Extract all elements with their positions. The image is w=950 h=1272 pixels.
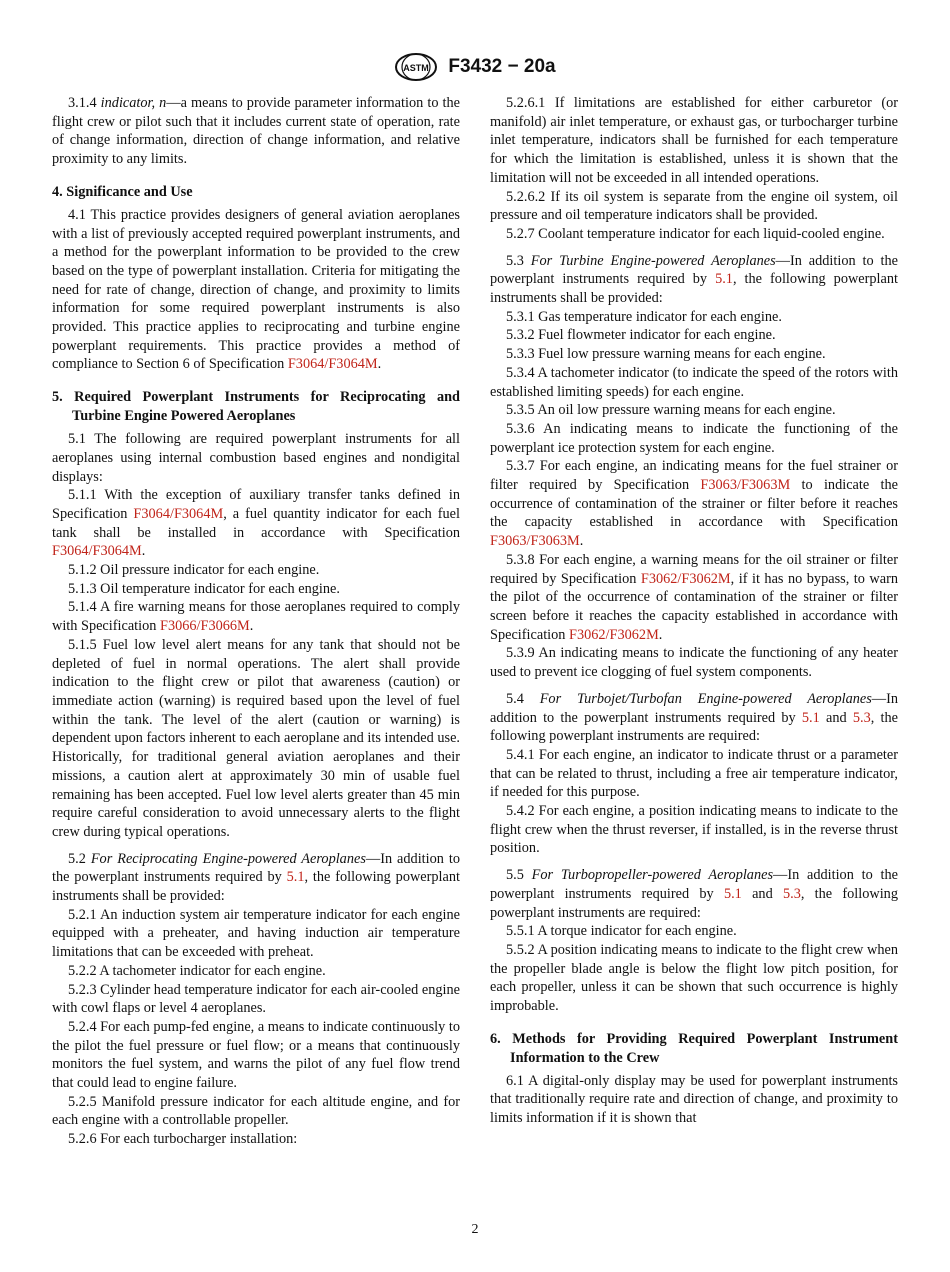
- text-run: 5.4.1 For each engine, an indicator to indicate thrust or a parameter that can be related to thrust, including a free air temperature indicator, if needed for this purpose.: [490, 746, 898, 801]
- text-run: 5. Required Powerplant Instruments for Reciprocating and Turbine Engine Powered Aeroplanes: [52, 389, 460, 425]
- text-run: —a means to provide parameter information to the flight crew or pilot such that it includes current state of operation, rate of change information, direction of change information, and relative proximity to any limits.: [52, 95, 460, 168]
- paragraph: [490, 308, 898, 327]
- italic-term: indicator, n: [100, 95, 167, 111]
- paragraph: [490, 644, 898, 681]
- text-run: 5.3.5 An oil low pressure warning means for each engine.: [506, 402, 836, 419]
- reference-link[interactable]: 5.3: [782, 885, 801, 902]
- paragraph: [52, 1018, 460, 1093]
- text-run: 5.3.8 For each engine, a warning means for the oil strainer or filter required by Specification: [490, 551, 898, 587]
- text-run: 5.1 The following are required powerplant instruments for all aeroplanes using internal combustion based engines and nondigital displays:: [52, 431, 460, 485]
- section-heading: [52, 388, 460, 426]
- text-run: .: [579, 533, 584, 550]
- text-run: 5.4: [506, 690, 540, 707]
- text-run: 5.5: [506, 867, 532, 884]
- reference-link[interactable]: 5.1: [715, 271, 733, 288]
- right-column: [490, 94, 898, 1128]
- text-run: 5.2.6.2 If its oil system is separate from the engine oil system, oil pressure and oil temperature indicators shall be provided.: [490, 188, 898, 224]
- text-run: .: [249, 618, 254, 635]
- page-header: [0, 52, 950, 82]
- paragraph: [490, 802, 898, 858]
- text-run: 5.2.3 Cylinder head temperature indicator for each air-cooled engine with cowl flaps or level 4 aeroplanes.: [52, 981, 460, 1017]
- paragraph: [490, 252, 898, 308]
- text-run: .: [377, 356, 382, 373]
- text-run: 5.5.1 A torque indicator for each engine.: [506, 923, 737, 940]
- text-run: 5.3: [506, 252, 531, 269]
- text-run: 5.3.9 An indicating means to indicate the functioning of any heater used to prevent ice clogging of fuel system components.: [490, 645, 898, 681]
- text-run: .: [658, 626, 663, 643]
- left-column: [52, 94, 460, 1149]
- paragraph: [490, 866, 898, 922]
- text-run: 6.1 A digital-only display may be used for powerplant instruments that traditionally require rate and direction of change, and proximity to limits information if it is shown that: [490, 1072, 898, 1127]
- paragraph: [52, 598, 460, 635]
- reference-link[interactable]: F3066/F3066M: [160, 618, 250, 635]
- text-run: , a fuel quantity indicator for each fuel tank shall be installed in accordance with Specification: [52, 505, 460, 541]
- paragraph: [490, 225, 898, 244]
- text-run: .: [141, 543, 146, 560]
- paragraph: [490, 551, 898, 645]
- reference-link[interactable]: F3063/F3063M: [700, 477, 791, 494]
- text-run: 5.1.3 Oil temperature indicator for each engine.: [68, 580, 340, 597]
- text-run: 5.3.3 Fuel low pressure warning means for each engine.: [506, 346, 826, 363]
- section-heading: [490, 1030, 898, 1068]
- paragraph: [52, 206, 460, 374]
- text-run: 5.2.5 Manifold pressure indicator for each altitude engine, and for each engine with a controllable propeller.: [52, 1093, 460, 1129]
- text-run: 5.3.4 A tachometer indicator (to indicate the speed of the rotors with established limiting speeds) for each engine.: [490, 364, 898, 400]
- text-run: , the following powerplant instruments shall be provided:: [490, 271, 898, 307]
- reference-link[interactable]: F3064/F3064M: [52, 543, 142, 560]
- reference-link[interactable]: F3064/F3064M: [287, 356, 378, 373]
- text-run: 5.2.4 For each pump-fed engine, a means to indicate continuously to the pilot the fuel pressure or fuel flow; or a means that continuously monitors the fuel system, and warns the pilot of any fuel flow trend that could lead to engine failure.: [52, 1018, 460, 1092]
- page-number: 2: [471, 1222, 479, 1237]
- paragraph: [52, 906, 460, 962]
- paragraph: [52, 580, 460, 599]
- text-run: 6. Methods for Providing Required Powerplant Instrument Information to the Crew: [490, 1030, 898, 1066]
- reference-link[interactable]: F3062/F3062M: [569, 626, 659, 643]
- text-run: —In addition to the powerplant instruments required by: [52, 850, 460, 886]
- reference-link[interactable]: 5.1: [723, 885, 742, 902]
- reference-link[interactable]: F3062/F3062M: [640, 570, 731, 587]
- text-run: —In addition to the powerplant instruments required by: [490, 252, 898, 288]
- section-heading: [52, 183, 460, 202]
- text-run: 5.4.2 For each engine, a position indicating means to indicate to the flight crew when the thrust reverser, if installed, is in the reverse thrust position.: [490, 803, 898, 857]
- paragraph: [490, 401, 898, 420]
- text-run: , the following powerplant instruments shall be provided:: [52, 869, 460, 905]
- reference-link[interactable]: 5.1: [286, 869, 305, 886]
- paragraph: [52, 981, 460, 1018]
- text-run: 5.1.2 Oil pressure indicator for each engine.: [68, 562, 320, 579]
- paragraph: [52, 1093, 460, 1130]
- reference-link[interactable]: F3063/F3063M: [490, 533, 580, 550]
- paragraph: [52, 430, 460, 486]
- text-run: and: [741, 885, 783, 902]
- text-run: 5.2.2 A tachometer indicator for each engine.: [68, 962, 326, 979]
- paragraph: [52, 850, 460, 906]
- text-run: 5.2.6 For each turbocharger installation:: [68, 1131, 298, 1148]
- text-run: —In addition to the powerplant instruments required by: [490, 690, 898, 726]
- text-run: 4.1 This practice provides designers of general aviation aeroplanes with a list of previously accepted required powerplant instruments, and a method for the powerplant information to be provided to the crew based on the type of powerplant installation. Criteria for mitigating the need for rate of change, direction of change, and proximity to limits information for some required powerplant instruments is also provided. This practice applies to reciprocating and turbine engine powerplant requirements. This practice provides a method of compliance to Section 6 of Specification: [52, 206, 460, 373]
- text-run: 3.1.4: [68, 95, 101, 111]
- paragraph: [490, 746, 898, 802]
- astm-logo-icon: [394, 52, 438, 82]
- text-run: 5.2.1 An induction system air temperature indicator for each engine equipped with a preheater, and having induction air temperature limitations that can be exceeded with preheat.: [52, 906, 460, 961]
- text-run: —In addition to the powerplant instruments required by: [490, 867, 898, 902]
- text-run: , if it has no bypass, to warn the pilot of the occurrence of contamination of the strainer or filter screen before it reaches the capacity established in accordance with Specification: [490, 570, 898, 643]
- text-run: 5.3.2 Fuel flowmeter indicator for each engine.: [506, 327, 776, 344]
- paragraph: [490, 364, 898, 401]
- text-run: 5.3.7 For each engine, an indicating means for the fuel strainer or filter required by Specification: [490, 458, 898, 494]
- paragraph: [52, 636, 460, 842]
- italic-term: For Turbine Engine-powered Aeroplanes: [530, 252, 776, 269]
- paragraph: [52, 1130, 460, 1149]
- text-run: 5.2.7 Coolant temperature indicator for each liquid-cooled engine.: [506, 225, 885, 242]
- paragraph: [52, 94, 460, 169]
- paragraph: [490, 690, 898, 746]
- text-run: , the following powerplant instruments are required:: [490, 709, 898, 745]
- text-run: 5.1.1 With the exception of auxiliary transfer tanks defined in Specification: [52, 487, 460, 522]
- paragraph: [52, 962, 460, 981]
- text-run: to indicate the occurrence of contamination of the strainer or filter before it reaches the capacity established in accordance with Specification: [490, 477, 898, 531]
- text-run: and: [819, 709, 853, 726]
- text-run: , the following powerplant instruments are required:: [490, 885, 898, 921]
- paragraph: [490, 1072, 898, 1128]
- reference-link[interactable]: F3064/F3064M: [133, 505, 224, 522]
- paragraph: [52, 561, 460, 580]
- text-run: 4. Significance and Use: [52, 183, 193, 200]
- text-run: 5.3.1 Gas temperature indicator for each engine.: [506, 308, 782, 325]
- text-run: 5.2: [68, 850, 91, 867]
- paragraph: [52, 486, 460, 561]
- italic-term: For Turbopropeller-powered Aeroplanes: [531, 867, 774, 884]
- paragraph: [490, 922, 898, 941]
- italic-term: For Reciprocating Engine-powered Aeroplanes: [90, 850, 366, 867]
- paragraph: [490, 457, 898, 551]
- paragraph: [490, 188, 898, 225]
- text-run: 5.2.6.1 If limitations are established for either carburetor (or manifold) air inlet temperature, or exhaust gas, or turbocharger turbine inlet temperature, indicators shall be furnished for each temperature for which the limitation is established, unless it is shown that the limitation will not be exceeded in all intended operations.: [490, 95, 898, 186]
- text-run: 5.1.4 A fire warning means for those aeroplanes required to comply with Specification: [52, 599, 460, 635]
- text-run: 5.1.5 Fuel low level alert means for any tank that should not be depleted of fuel in normal operations. The alert shall provide indication to the flight crew or pilot that awareness (caution) or immediate action (warning) is required based upon the level of fuel within the tank. The level of the alert (caution or warning) is dependent upon factors inherent to each aeroplane and its intended use. Historically, for traditional general aviation aeroplanes and their missions, a caution alert at approximately 30 min of usable fuel remaining has been accepted. Fuel low level alerts greater than 45 min require careful consideration to avoid unnecessary alerts to the flight crew during typical operations.: [52, 636, 460, 840]
- paragraph: [490, 326, 898, 345]
- paragraph: [490, 420, 898, 457]
- text-run: 5.3.6 An indicating means to indicate the functioning of the powerplant ice protection system for each engine.: [490, 420, 898, 456]
- svg-text:ASTM: ASTM: [403, 63, 430, 73]
- text-run: 5.5.2 A position indicating means to indicate to the flight crew when the propeller blade angle is below the flight low pitch position, for each propeller, unless it can be shown that such occurrence is highly improbable.: [490, 941, 898, 1015]
- paragraph: [490, 94, 898, 188]
- paragraph: [490, 941, 898, 1016]
- document-id: F3432 − 20a: [448, 56, 556, 77]
- italic-term: For Turbojet/Turbofan Engine-powered Aeroplanes: [539, 690, 872, 707]
- paragraph: [490, 345, 898, 364]
- reference-link[interactable]: 5.1: [801, 709, 820, 726]
- reference-link[interactable]: 5.3: [852, 709, 871, 726]
